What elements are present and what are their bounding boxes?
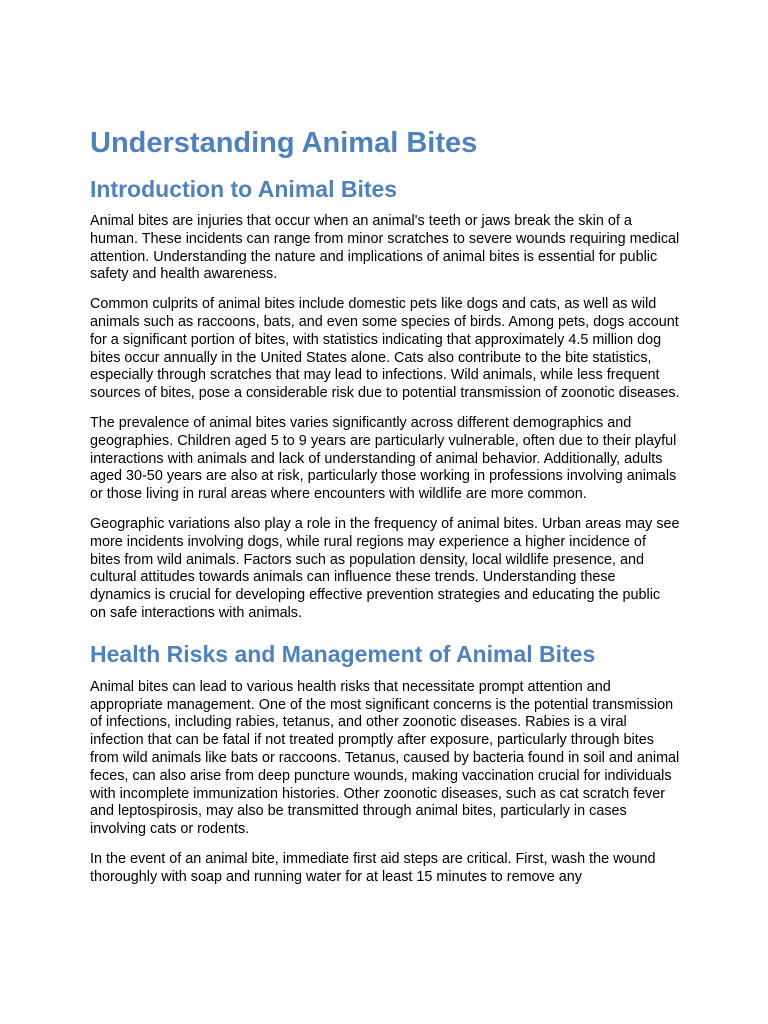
paragraph: In the event of an animal bite, immediate first aid steps are critical. First, wash the wound thoroughly with soap and running water for at least 15 minutes to remove any (90, 850, 656, 885)
document-page (90, 124, 680, 899)
section-heading-health-risks: Health Risks and Management of Animal Bites (90, 640, 596, 667)
document-title: Understanding Animal Bites (90, 127, 478, 159)
paragraph: Common culprits of animal bites include domestic pets like dogs and cats, as well as wild animals such as raccoons, bats, and even some species of birds. Among pets, dogs account for a significant portion of bites, with statistics indicating that approximately 4.5 million dog bites occur annually in the United States alone. Cats also contribute to the bite statistics, especially through scratches that may lead to infections. Wild animals, while less frequent sources of bites, pose a considerable risk due to potential transmission of zoonotic diseases. (90, 296, 680, 402)
section-heading-introduction: Introduction to Animal Bites (90, 176, 398, 202)
paragraph: Animal bites are injuries that occur when an animal's teeth or jaws break the skin of a human. These incidents can range from minor scratches to severe wounds requiring medical attention. Understanding the nature and implications of animal bites is essential for public safety and health awareness. (90, 213, 680, 283)
section-health-risks (90, 639, 680, 887)
section-introduction (90, 174, 680, 623)
paragraph: The prevalence of animal bites varies significantly across different demographics and geographies. Children aged 5 to 9 years are particularly vulnerable, often due to their playful interactions with animals and lack of understanding of animal behavior. Additionally, adults aged 30-50 years are also at risk, particularly those working in professions involving animals or those living in rural areas where encounters with wildlife are more common. (90, 414, 677, 503)
paragraph: Geographic variations also play a role in the frequency of animal bites. Urban areas may see more incidents involving dogs, while rural regions may experience a higher incidence of bites from wild animals. Factors such as population density, local wildlife presence, and cultural attitudes towards animals can influence these trends. Understanding these dynamics is crucial for developing effective prevention strategies and educating the public on safe interactions with animals. (90, 515, 680, 621)
paragraph: Animal bites can lead to various health risks that necessitate prompt attention and appropriate management. One of the most significant concerns is the potential transmission of infections, including rabies, tetanus, and other zoonotic diseases. Rabies is a viral infection that can be fatal if not treated promptly after exposure, particularly through bites from wild animals like bats or raccoons. Tetanus, caused by bacteria found in soil and animal feces, can also arise from deep puncture wounds, making vaccination crucial for individuals with incomplete immunization histories. Other zoonotic diseases, such as cat scratch fever and leptospirosis, may also be transmitted through animal bites, particularly in cases involving cats or rodents. (90, 678, 680, 838)
